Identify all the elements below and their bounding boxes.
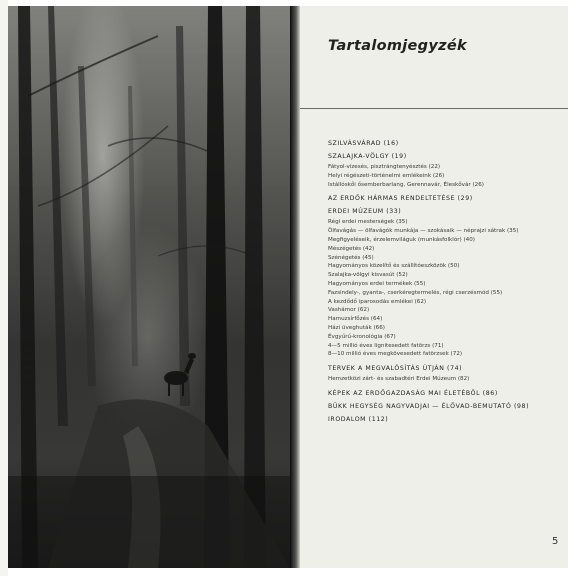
page-title: Tartalomjegyzék <box>328 38 467 54</box>
toc-subentry: Hagyományos közelítő és szállítóeszközök (50) <box>328 263 460 270</box>
toc-section-entry: TERVEK A MEGVALÓSÍTÁS ÚTJÁN (74) <box>328 365 463 373</box>
scan-margin <box>0 0 8 576</box>
toc-subentry: Régi erdei mesterségek (35) <box>328 219 408 226</box>
toc-section-entry: AZ ERDŐK HÁRMAS RENDELTETÉSE (29) <box>328 195 473 203</box>
contents-page <box>300 6 568 568</box>
toc-subentry: Istállóskői ősemberbarlang, Gerennavár, Éleskővár (26) <box>328 181 484 188</box>
toc-subentry: Fátyol-vízesés, pisztrángtenyésztés (22) <box>328 164 441 170</box>
toc-subentry: Hagyományos erdei termékek (55) <box>328 280 426 287</box>
toc-subentry: Megfigyeléseik, érzelemviláguk (munkásfolklór) (40) <box>328 236 475 243</box>
page-number: 5 <box>552 536 559 547</box>
title-rule <box>300 108 568 109</box>
toc-subentry: 4—5 millió éves lignitesedett fatörzs (71) <box>328 342 444 349</box>
toc-subentry: A kezdődő iparosodás emlékei (62) <box>328 298 427 305</box>
toc-subentry: Évgyűrű-kronológia (67) <box>328 333 396 340</box>
forest-photo <box>8 6 290 568</box>
toc-subentry: Szénégetés (45) <box>328 254 374 261</box>
toc-section-entry: SZALAJKA-VÖLGY (19) <box>328 153 407 160</box>
toc-subentry: Helyi régészeti-történelmi emlékeink (26) <box>328 172 445 179</box>
toc-section-entry: KÉPEK AZ ERDŐGAZDASÁG MAI ÉLETÉBŐL (86) <box>328 389 498 397</box>
toc-subentry: Fazsindely-, gyanta-, cserkéregtermelés, régi cserzésmód (55) <box>328 289 503 296</box>
book-gutter <box>290 6 300 568</box>
toc-subentry: Mészégetés (42) <box>328 245 375 252</box>
toc-subentry: Vashámor (62) <box>328 307 370 314</box>
toc-subentry: Hamuzsírfőzés (64) <box>328 316 383 323</box>
toc-subentry: 8—10 millió éves megkövesedett fatörzsek (72) <box>328 351 463 358</box>
toc-section-entry: SZILVÁSVÁRAD (16) <box>328 140 399 147</box>
forest-photo-drawing <box>8 6 290 568</box>
toc-subentry: Szalajka-völgyi kisvasút (52) <box>328 272 408 279</box>
toc-section-entry: ERDEI MÚZEUM (33) <box>328 208 402 216</box>
toc-section-entry: IRODALOM (112) <box>328 415 389 423</box>
toc-section-entry: BÜKK HEGYSÉG NAGYVADJAI — ÉLŐVAD-BEMUTATÓ (98) <box>328 402 530 410</box>
book-spread <box>8 6 568 568</box>
toc-subentry: Hemzetközi zárt- és szabadtéri Erdei Múzeum (82) <box>328 376 470 383</box>
toc-subentry: Ölfavágás — ölfavágók munkája — szokásaik — néprajzi sátrak (35) <box>328 228 519 235</box>
table-of-contents <box>328 134 564 426</box>
toc-subentry: Házi üveghuták (66) <box>328 324 385 331</box>
